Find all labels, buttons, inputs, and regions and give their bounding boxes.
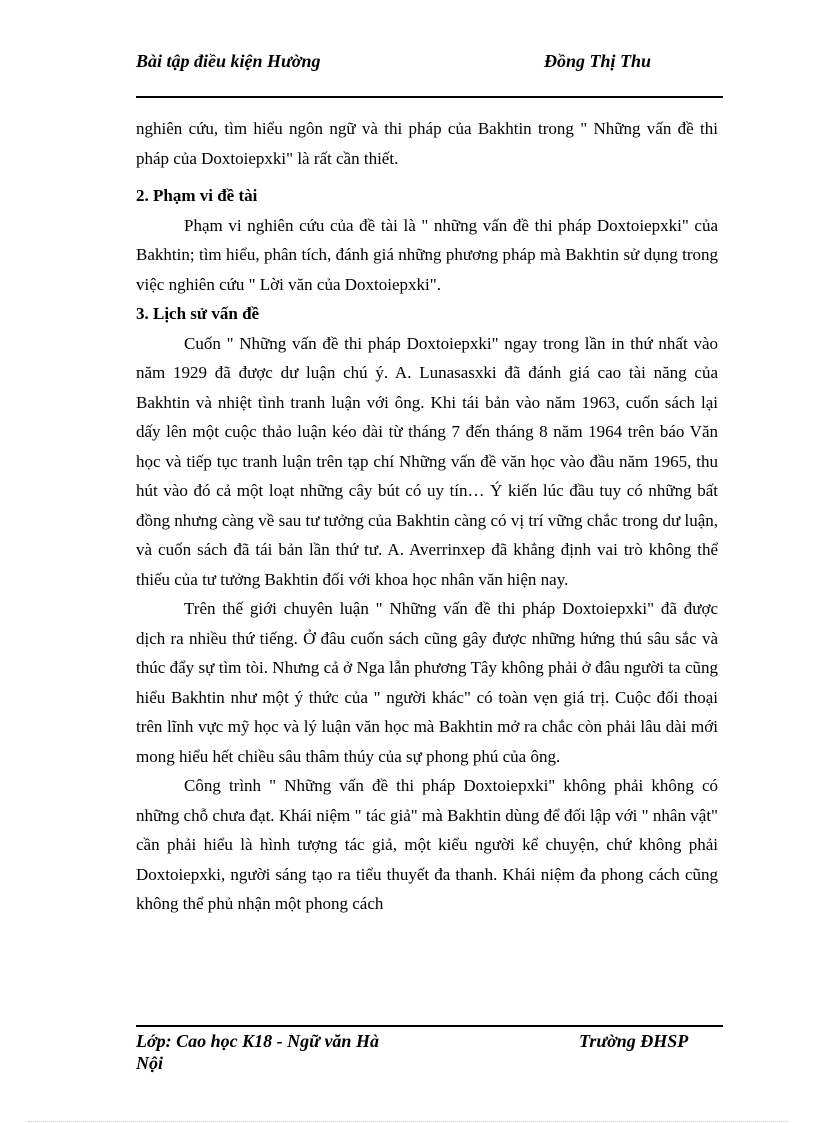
header-left-text: Bài tập điều kiện Hường [136,51,321,71]
section-2-heading: 2. Phạm vi đề tài [136,186,258,205]
document-body [136,114,718,919]
section-3-paragraph-1: Cuốn " Những vấn đề thi pháp Doxtoiepxki" ngay trong lần in thứ nhất vào năm 1929 đã được dư luận chú ý. A. Lunasasxki đã đánh giá cao tài năng của Bakhtin và nhiệt tình tranh luận với ông. Khi tái bản vào năm 1963, cuốn sách lại dấy lên một cuộc thảo luận kéo dài từ tháng 7 đến tháng 8 năm 1964 trên báo Văn học và tiếp tục tranh luận trên tạp chí Những vấn đề văn học vào đầu năm 1965, thu hút vào đó cả một loạt những cây bút có uy tín… Ý kiến lúc đầu tuy có những bất đồng nhưng càng về sau tư tưởng của Bakhtin càng có vị trí vững chắc trong dư luận, và cuốn sách đã tái bản lần thứ tư. A. Averrinxep đã khẳng định vai trò không thể thiếu của tư tưởng Bakhtin đối với khoa học nhân văn hiện nay. [136,333,718,589]
section-3-paragraph-2: Trên thế giới chuyên luận " Những vấn đề thi pháp Doxtoiepxki" đã được dịch ra nhiều thứ tiếng. Ở đâu cuốn sách cũng gây được những hứng thú sâu sắc và thúc đẩy sự tìm tòi. Nhưng cả ở Nga lẫn phương Tây không phải ở đâu người ta cũng hiểu Bakhtin như một ý thức của " người khác" có toàn vẹn giá trị. Cuộc đối thoại trên lĩnh vực mỹ học và lý luận văn học mà Bakhtin mở ra chắc còn phải lâu dài mới mong hiểu hết chiều sâu thâm thúy của sự phong phú của ông. [136,599,718,766]
header-right-text: Đồng Thị Thu [544,51,652,71]
section-3-paragraph-3: Công trình " Những vấn đề thi pháp Doxtoiepxki" không phải không có những chỗ chưa đạt. Khái niệm " tác giả" mà Bakhtin dùng để đối lập với " nhân vật" cần phải hiểu là hình tượng tác giả, một kiểu người kể chuyện, chứ không phải Doxtoiepxki, người sáng tạo ra tiểu thuyết đa thanh. Khái niệm đa phong cách cũng không thể phủ nhận một phong cách [136,776,718,913]
footer-left-text: Lớp: Cao học K18 - Ngữ văn Hà Nội [136,1031,379,1073]
section-2-paragraph: Phạm vi nghiên cứu của đề tài là " những vấn đề thi pháp Doxtoiepxki" của Bakhtin; tìm hiểu, phân tích, đánh giá những phương pháp mà Bakhtin sử dụng trong việc nghiên cứu " Lời văn của Doxtoiepxki". [136,215,718,294]
section-3-heading: 3. Lịch sử vấn đề [136,304,260,323]
header-rule [136,96,723,98]
footer-rule [136,1025,723,1027]
page-bottom-dotted-border [28,1121,788,1122]
continued-paragraph: nghiên cứu, tìm hiểu ngôn ngữ và thi pháp của Bakhtin trong " Những vấn đề thi pháp của Doxtoiepxki" là rất cần thiết. [136,119,718,168]
footer-right-text: Trường ĐHSP [579,1031,689,1051]
